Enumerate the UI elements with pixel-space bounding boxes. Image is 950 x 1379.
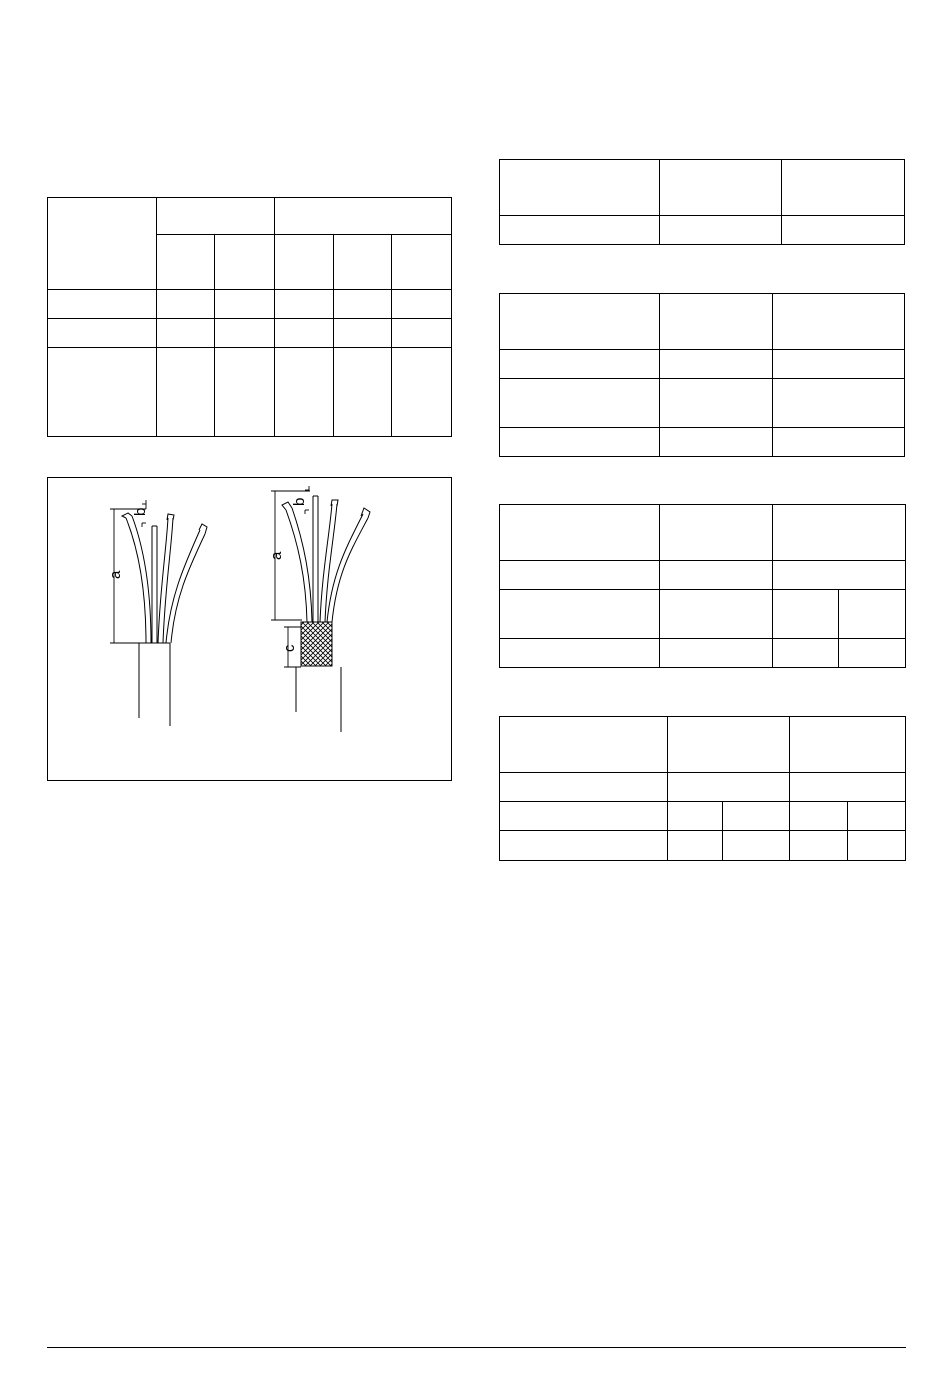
table-cell	[275, 198, 452, 235]
table-cell	[275, 235, 334, 290]
table-row	[500, 379, 905, 428]
table-row	[500, 773, 906, 802]
table-row	[500, 590, 906, 639]
table-row	[500, 505, 906, 561]
table-row	[500, 216, 905, 245]
table-row	[48, 319, 452, 348]
table-cell	[157, 198, 275, 235]
table-cell	[392, 235, 452, 290]
table-cell	[157, 235, 215, 290]
table-row	[500, 831, 906, 861]
dimension-label-a-left: a	[107, 570, 124, 579]
table-row	[500, 717, 906, 773]
footer-divider	[47, 1347, 906, 1348]
table-row	[48, 348, 452, 437]
dimension-label-b-right: b	[291, 497, 308, 506]
table-row	[500, 561, 906, 590]
right-table-4	[499, 716, 906, 861]
table-cell	[215, 235, 275, 290]
table-row	[500, 160, 905, 216]
right-table-1	[499, 159, 905, 245]
table-row	[500, 802, 906, 831]
right-table-3	[499, 504, 906, 668]
left-cable	[110, 500, 207, 726]
table-row	[500, 639, 906, 668]
right-table-2	[499, 293, 905, 457]
table-row	[48, 290, 452, 319]
table-row	[500, 350, 905, 379]
table-cell	[48, 198, 157, 290]
dimension-label-a-right: a	[268, 551, 285, 560]
dimension-label-b-left: b	[132, 507, 149, 516]
right-cable	[271, 486, 370, 732]
cable-stripping-figure	[47, 477, 452, 781]
cable-diagram	[48, 478, 453, 782]
left-spec-table	[47, 197, 452, 437]
dimension-label-c: c	[281, 644, 298, 652]
table-row	[500, 294, 905, 350]
table-row	[500, 428, 905, 457]
table-cell	[334, 235, 392, 290]
